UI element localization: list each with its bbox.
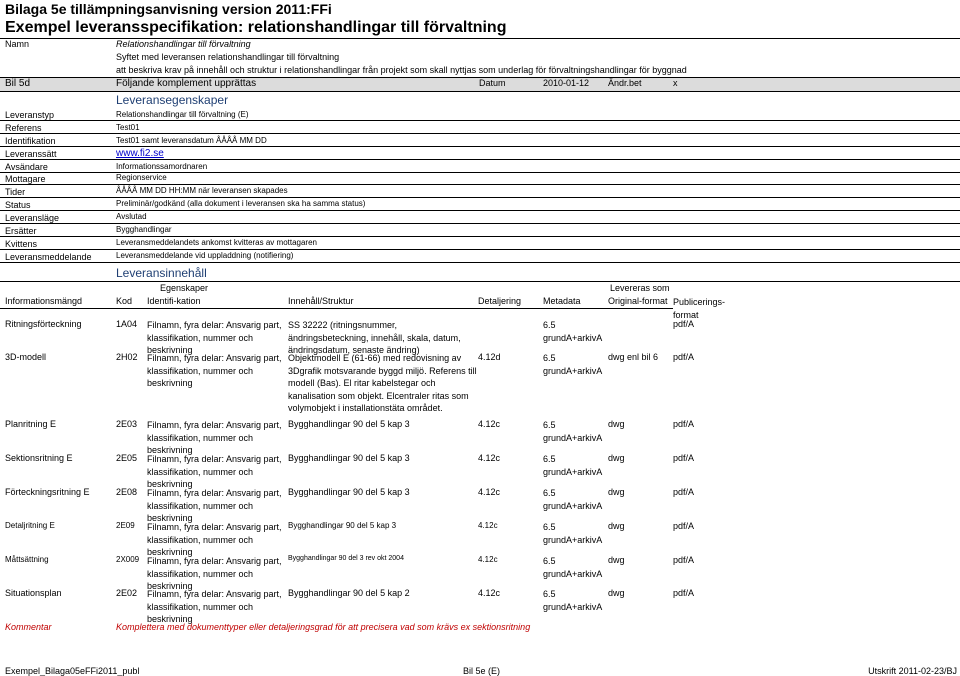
col-header-metadata: Metadata	[543, 296, 581, 306]
table-row-innehall: Bygghandlingar 90 del 5 kap 3	[288, 453, 410, 463]
bil-value: Följande komplement upprättas	[116, 78, 257, 89]
table-row-metadata: 6.5 grundA+arkivA	[543, 522, 603, 545]
table-row-innehall: Bygghandlingar 90 del 5 kap 2	[288, 588, 410, 598]
table-row-publ: pdf/A	[673, 487, 695, 497]
table-row-kod: 2E08	[116, 487, 138, 497]
divider	[0, 146, 960, 147]
prop-value-referens: Test01	[116, 123, 140, 132]
namn-value: Relationshandlingar till förvaltning	[116, 39, 251, 49]
col-header-identifikation: Identifi-kation	[147, 296, 201, 306]
prop-value-leveranstyp: Relationshandlingar till förvaltning (E)	[116, 110, 249, 119]
prop-value-mottagare: Regionservice	[116, 173, 167, 182]
kommentar-label: Kommentar	[5, 622, 52, 632]
prop-value-kvittens: Leveransmeddelandets ankomst kvitteras av mottagaren	[116, 238, 317, 247]
table-row-kod: 2E02	[116, 588, 138, 598]
divider	[0, 210, 960, 211]
table-row-mangd: Ritningsförteckning	[5, 319, 82, 329]
table-row-mangd: Planritning E	[5, 419, 57, 429]
table-row-mangd: Detaljritning E	[5, 521, 55, 530]
table-row-original: dwg enl bil 6	[608, 352, 659, 362]
prop-label-status: Status	[5, 200, 31, 210]
leveransinnehall-heading: Leveransinnehåll	[116, 266, 207, 280]
divider	[0, 236, 960, 237]
beskrivning-text: att beskriva krav på innehåll och struktur i relationshandlingar från projekt som skall nyttjas som underlag för förvaltningshandlingar för byggnad	[116, 65, 687, 75]
table-row-identifikation: Filnamn, fyra delar: Ansvarig part, klassifikation, nummer och beskrivning	[147, 556, 282, 592]
prop-label-avsandare: Avsändare	[5, 162, 48, 172]
namn-label: Namn	[5, 39, 30, 49]
table-row-original: dwg	[608, 555, 625, 565]
leveransegenskaper-heading: Leveransegenskaper	[116, 93, 229, 107]
divider	[0, 308, 673, 309]
prop-label-leveranssatt: Leveranssätt	[5, 149, 57, 159]
table-row-metadata: 6.5 grundA+arkivA	[543, 589, 603, 612]
table-row-mangd: Förteckningsritning E	[5, 487, 90, 497]
prop-value-status: Preliminär/godkänd (alla dokument i leveransen ska ha samma status)	[116, 199, 366, 208]
datum-value: 2010-01-12	[543, 78, 590, 88]
table-row-original: dwg	[608, 521, 625, 531]
divider	[0, 91, 960, 92]
col-header-mangd: Informationsmängd	[5, 296, 83, 306]
divider	[0, 184, 960, 185]
table-row-mangd: 3D-modell	[5, 352, 47, 362]
col-header-innehall: Innehåll/Struktur	[288, 296, 354, 306]
table-row-identifikation: Filnamn, fyra delar: Ansvarig part, klassifikation, nummer och beskrivning	[147, 488, 282, 524]
andr-label: Ändr.bet	[608, 78, 642, 88]
leveranssatt-link[interactable]: www.fi2.se	[116, 148, 164, 159]
table-row-publ: pdf/A	[673, 352, 695, 362]
prop-value-leveranslage: Avslutad	[116, 212, 147, 221]
group-egenskaper: Egenskaper	[160, 283, 209, 293]
document-title: Bilaga 5e tillämpningsanvisning version 2011:FFi	[5, 1, 332, 17]
table-row-identifikation: Filnamn, fyra delar: Ansvarig part, klassifikation, nummer och beskrivning	[147, 353, 282, 389]
kommentar-text: Komplettera med dokumenttyper eller detaljeringsgrad för att precisera vad som krävs ex sektionsritning	[116, 622, 531, 632]
divider	[0, 120, 960, 121]
divider	[0, 223, 960, 224]
prop-label-leveransmeddelande: Leveransmeddelande	[5, 252, 92, 262]
table-row-metadata: 6.5 grundA+arkivA	[543, 556, 603, 579]
table-row-publ: pdf/A	[673, 555, 695, 565]
prop-label-referens: Referens	[5, 123, 42, 133]
table-row-identifikation: Filnamn, fyra delar: Ansvarig part, klassifikation, nummer och beskrivning	[147, 454, 282, 490]
table-row-metadata: 6.5 grundA+arkivA	[543, 420, 603, 443]
prop-value-tider: ÅÅÅÅ MM DD HH:MM när leveransen skapades	[116, 186, 288, 195]
table-row-innehall: Bygghandlingar 90 del 5 kap 3	[288, 487, 410, 497]
divider	[0, 281, 960, 282]
table-row-detaljering: 4.12c	[478, 487, 501, 497]
table-row-detaljering: 4.12c	[478, 453, 501, 463]
andr-value: x	[673, 78, 678, 88]
table-row-detaljering: 4.12c	[478, 588, 501, 598]
table-row-metadata: 6.5 grundA+arkivA	[543, 353, 603, 376]
table-row-publ: pdf/A	[673, 419, 695, 429]
footer-print-date: Utskrift 2011-02-23/BJ	[868, 666, 957, 676]
table-row-innehall: Bygghandlingar 90 del 5 kap 3	[288, 419, 410, 429]
table-row-kod: 2H02	[116, 352, 138, 362]
table-row-innehall: SS 32222 (ritningsnummer, ändringsbeteckning, innehåll, skala, datum, ändringsdatum, senaste ändring)	[288, 320, 461, 356]
table-row-kod: 2E09	[116, 521, 135, 530]
prop-label-ersatter: Ersätter	[5, 226, 37, 236]
table-row-detaljering: 4.12c	[478, 419, 501, 429]
prop-label-tider: Tider	[5, 187, 26, 197]
group-levereras: Levereras som	[610, 283, 670, 293]
table-row-identifikation: Filnamn, fyra delar: Ansvarig part, klassifikation, nummer och beskrivning	[147, 522, 282, 558]
prop-label-mottagare: Mottagare	[5, 174, 46, 184]
table-row-identifikation: Filnamn, fyra delar: Ansvarig part, klassifikation, nummer och beskrivning	[147, 320, 282, 356]
bil-label: Bil 5d	[5, 78, 31, 89]
prop-value-leveransmeddelande: Leveransmeddelande vid uppladdning (notifiering)	[116, 251, 294, 260]
datum-label: Datum	[479, 78, 506, 88]
table-row-detaljering: 4.12d	[478, 352, 501, 362]
table-row-metadata: 6.5 grundA+arkivA	[543, 454, 603, 477]
syfte-text: Syftet med leveransen relationshandlingar till förvaltning	[116, 52, 340, 62]
table-row-innehall: Bygghandlingar 90 del 3 rev okt 2004	[288, 555, 404, 562]
table-row-kod: 2E05	[116, 453, 138, 463]
col-header-detaljering: Detaljering	[478, 296, 522, 306]
prop-label-kvittens: Kvittens	[5, 239, 38, 249]
divider	[0, 159, 960, 160]
divider	[0, 197, 960, 198]
prop-label-leveranstyp: Leveranstyp	[5, 110, 55, 120]
col-header-kod: Kod	[116, 296, 133, 306]
divider	[0, 133, 960, 134]
table-row-publ: pdf/A	[673, 319, 695, 329]
table-row-innehall: Objektmodell E (61-66) med redovisning av 3Dgrafik motsvarande byggd miljö. Referens till modell (Bas). El ritar kabelstegar och kanalisation som objekt. Elcentraler ritas som volymobjekt i installationstäta området.	[288, 353, 477, 414]
footer-filename: Exempel_Bilaga05eFFi2011_publ	[5, 666, 140, 676]
table-row-detaljering: 4.12c	[478, 555, 498, 564]
table-row-metadata: 6.5 grundA+arkivA	[543, 488, 603, 511]
prop-label-identifikation: Identifikation	[5, 136, 56, 146]
table-row-publ: pdf/A	[673, 453, 695, 463]
prop-label-leveranslage: Leveransläge	[5, 213, 60, 223]
prop-value-ersatter: Bygghandlingar	[116, 225, 172, 234]
table-row-mangd: Sektionsritning E	[5, 453, 73, 463]
table-row-original: dwg	[608, 453, 625, 463]
table-row-kod: 2X009	[116, 555, 140, 564]
prop-value-identifikation: Test01 samt leveransdatum ÅÅÅÅ MM DD	[116, 136, 267, 145]
col-header-publiceringsformat: Publicerings-format	[673, 297, 726, 320]
table-row-original: dwg	[608, 419, 625, 429]
footer-page-label: Bil 5e (E)	[463, 666, 501, 676]
table-row-detaljering: 4.12c	[478, 521, 498, 530]
table-row-original: dwg	[608, 487, 625, 497]
document-subtitle: Exempel leveransspecifikation: relationshandlingar till förvaltning	[5, 19, 507, 36]
col-header-originalformat: Original-format	[608, 296, 668, 306]
table-row-innehall: Bygghandlingar 90 del 5 kap 3	[288, 521, 397, 530]
divider	[0, 249, 960, 250]
table-row-identifikation: Filnamn, fyra delar: Ansvarig part, klassifikation, nummer och beskrivning	[147, 589, 282, 625]
table-row-original: dwg	[608, 588, 625, 598]
table-row-publ: pdf/A	[673, 588, 695, 598]
table-row-identifikation: Filnamn, fyra delar: Ansvarig part, klassifikation, nummer och beskrivning	[147, 420, 282, 456]
prop-value-avsandare: Informationssamordnaren	[116, 162, 208, 171]
table-row-mangd: Situationsplan	[5, 588, 62, 598]
table-row-kod: 2E03	[116, 419, 138, 429]
table-row-metadata: 6.5 grundA+arkivA	[543, 320, 603, 343]
table-row-publ: pdf/A	[673, 521, 695, 531]
table-row-kod: 1A04	[116, 319, 138, 329]
divider	[0, 262, 960, 263]
table-row-mangd: Måttsättning	[5, 555, 49, 564]
